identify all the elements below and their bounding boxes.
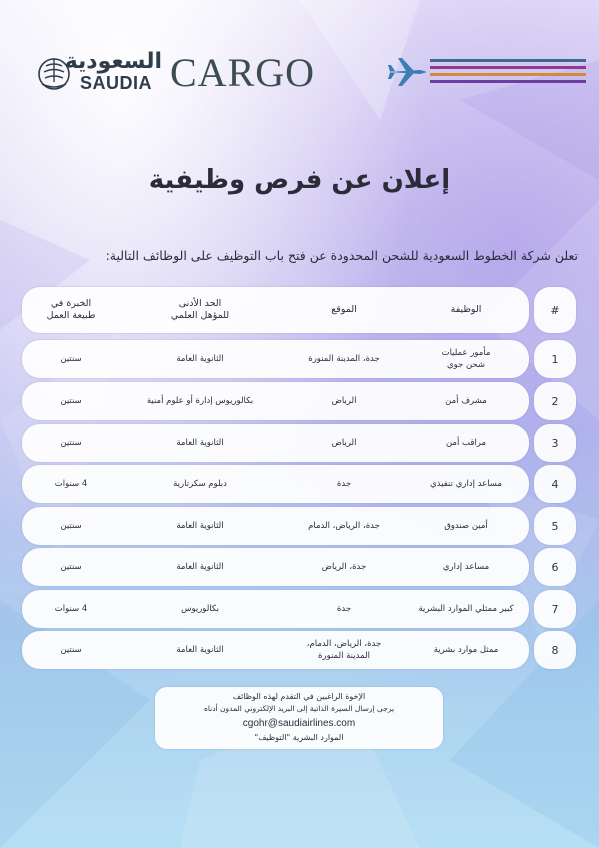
cell-job: مشرف أمن	[445, 396, 487, 406]
brand-arabic: السعودية	[64, 49, 162, 74]
intro-text: تعلن شركة الخطوط السعودية للشحن المحدودة عن فتح باب التوظيف على الوظائف التالية:	[105, 248, 578, 263]
cell-experience: 4 سنوات	[54, 479, 88, 489]
cell-num: 6	[534, 548, 576, 586]
cell-location: جدة، الرياض، الدمام، المدينة المنورة	[306, 639, 382, 661]
footer-line-1: الإخوة الراغبين في التقدم لهذه الوظائف	[232, 692, 366, 701]
cell-job: مراقب أمن	[445, 438, 487, 448]
cell-location: جدة، الرياض، الدمام	[308, 521, 380, 531]
footer-line-2: يرجى إرسال السيرة الذاتية إلى البريد الإلكتروني المدون أدناه	[203, 704, 395, 713]
cell-job: مساعد إداري تنفيذي	[430, 479, 502, 489]
cell-location: جدة، المدينة المنورة	[308, 354, 380, 364]
cell-experience: سنتين	[60, 396, 82, 406]
cell-location: جدة	[336, 479, 352, 489]
cell-experience: سنتين	[60, 645, 82, 655]
cell-num: 8	[534, 631, 576, 669]
cell-experience: 4 سنوات	[54, 604, 88, 614]
cell-qualification: الثانوية العامة	[176, 562, 224, 572]
cell-experience: سنتين	[60, 521, 82, 531]
cell-experience: سنتين	[60, 354, 82, 364]
cell-qualification: الثانوية العامة	[176, 645, 224, 655]
cell-location: جدة	[336, 604, 352, 614]
cell-num: 4	[534, 465, 576, 503]
cell-qualification: الثانوية العامة	[176, 354, 224, 364]
cell-job: مأمور عمليات شحن جوي	[441, 348, 491, 370]
header-experience: الخبرة في طبيعة العمل	[46, 298, 96, 321]
cell-job: كبير ممثلي الموارد البشرية	[418, 604, 514, 614]
cell-num: 7	[534, 590, 576, 628]
cell-location: الرياض	[331, 396, 357, 406]
header-location: الموقع	[331, 304, 357, 315]
header-job: الوظيفة	[450, 304, 482, 315]
cell-qualification: بكالوريوس إدارة أو علوم أمنية	[146, 396, 254, 406]
cell-experience: سنتين	[60, 562, 82, 572]
application-info-box	[155, 687, 443, 749]
airplane-icon	[386, 52, 586, 92]
cell-num: 2	[534, 382, 576, 420]
cell-job: مساعد إداري	[442, 562, 490, 572]
cell-qualification: الثانوية العامة	[176, 521, 224, 531]
cell-num: 1	[534, 340, 576, 378]
cell-num: 5	[534, 507, 576, 545]
cell-experience: سنتين	[60, 438, 82, 448]
cell-num: 3	[534, 424, 576, 462]
cell-location: الرياض	[331, 438, 357, 448]
header-num: #	[534, 287, 576, 333]
header-qualification: الحد الأدنى للمؤهل العلمي	[170, 298, 230, 321]
page-title: إعلان عن فرص وظيفية	[148, 165, 451, 195]
cell-qualification: دبلوم سكرتارية	[173, 479, 227, 489]
contact-email-link[interactable]: cgohr@saudiairlines.com	[242, 718, 356, 729]
cell-job: أمين صندوق	[444, 521, 488, 531]
footer-line-3: الموارد البشرية "التوظيف"	[254, 733, 344, 742]
brand-english: SAUDIA	[80, 73, 153, 93]
cell-job: ممثل موارد بشرية	[433, 645, 499, 655]
brand-cargo: CARGO	[170, 50, 316, 95]
cell-qualification: بكالوريوس	[181, 604, 219, 614]
cell-location: جدة، الرياض	[321, 562, 367, 572]
cell-qualification: الثانوية العامة	[176, 438, 224, 448]
